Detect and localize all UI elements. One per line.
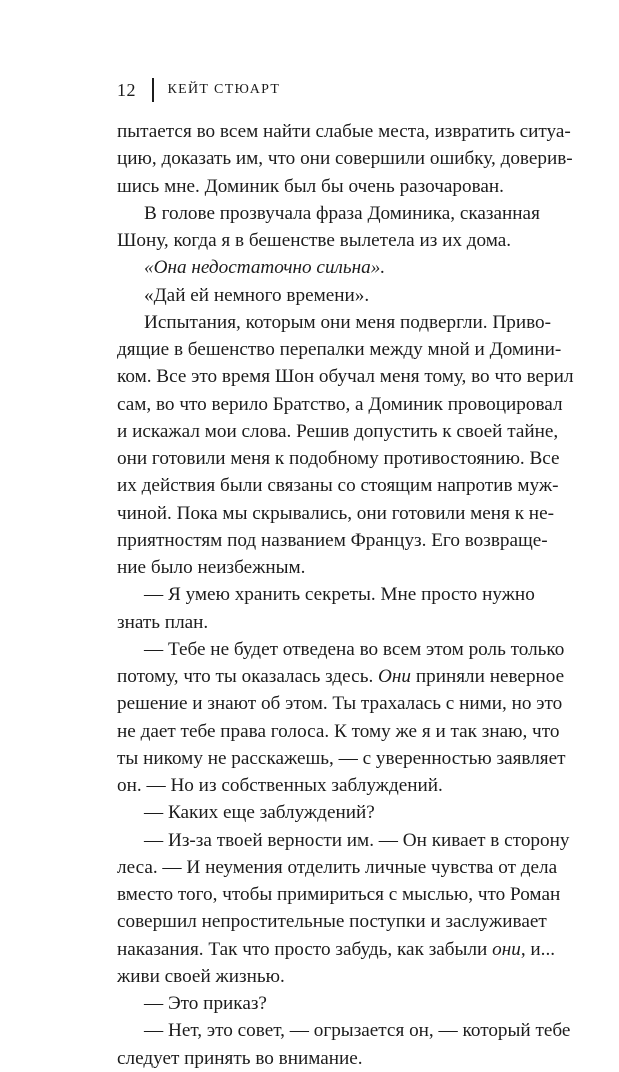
text-line: — Нет, это совет, — огрызается он, — который тебе bbox=[144, 1020, 571, 1042]
text-line: — Я умею хранить секреты. Мне просто нужно bbox=[144, 584, 535, 606]
running-head-author: КЕЙТ СТЮАРТ bbox=[167, 82, 281, 97]
text-line: приятностям под названием Француз. Его возвраще- bbox=[117, 529, 548, 551]
body-text bbox=[117, 118, 574, 1072]
text-line: сам, во что верило Братство, а Доминик провоцировал bbox=[117, 393, 563, 415]
text-line: вместо того, чтобы примириться с мыслью, что Роман bbox=[117, 884, 561, 905]
text-line bbox=[117, 663, 565, 690]
text-line: решение и знают об этом. Ты трахалась с ними, но это bbox=[117, 693, 563, 715]
text-line: Шону, когда я в бешенстве вылетела из их дома. bbox=[117, 230, 512, 251]
text-segment: потому, что ты оказалась здесь. bbox=[117, 666, 379, 687]
text-line: — Тебе не будет отведена во всем этом роль только bbox=[144, 638, 565, 660]
text-segment: наказания. Так что просто забудь, как забыли bbox=[117, 938, 493, 960]
text-line: пытается во всем найти слабые места, извратить ситуа- bbox=[117, 121, 571, 142]
text-line: — Из-за твоей верности им. — Он кивает в сторону bbox=[144, 829, 570, 851]
text-line: чиной. Пока мы скрывались, они готовили меня к не- bbox=[117, 502, 554, 524]
italic-emphasis: Они bbox=[378, 666, 412, 687]
text-line: «Она недостаточно сильна». bbox=[144, 257, 386, 279]
text-line: они готовили меня к подобному противостоянию. Все bbox=[117, 448, 560, 469]
text-segment: приняли неверное bbox=[411, 666, 565, 687]
text-line: ние было неизбежным. bbox=[117, 557, 306, 578]
text-line: он. — Но из собственных заблуждений. bbox=[117, 775, 443, 796]
text-line: живи своей жизнью. bbox=[117, 965, 285, 987]
page-header bbox=[117, 75, 280, 105]
text-line: — Это приказ? bbox=[144, 993, 267, 1014]
page-number: 12 bbox=[117, 79, 136, 100]
text-segment: , и... bbox=[520, 938, 556, 960]
text-line: леса. — И неумения отделить личные чувства от дела bbox=[117, 856, 558, 878]
text-line: ты никому не расскажешь, — с уверенностью заявляет bbox=[117, 747, 566, 769]
text-line: дящие в бешенство перепалки между мной и Домини- bbox=[117, 339, 562, 360]
text-line: цию, доказать им, что они совершили ошибку, доверив- bbox=[117, 148, 573, 170]
text-line: знать план. bbox=[117, 611, 209, 633]
text-line: — Каких еще заблуждений? bbox=[144, 802, 375, 824]
text-line: шись мне. Доминик был бы очень разочарован. bbox=[117, 175, 504, 197]
text-line: ком. Все это время Шон обучал меня тому, во что верил bbox=[117, 366, 574, 388]
text-line: «Дай ей немного времени». bbox=[144, 284, 370, 306]
text-line: не дает тебе права голоса. К тому же я и так знаю, что bbox=[117, 720, 560, 742]
header-divider bbox=[152, 78, 154, 102]
italic-emphasis: они bbox=[492, 938, 521, 960]
text-line: В голове прозвучала фраза Доминика, сказанная bbox=[144, 202, 540, 224]
text-line: совершил непростительные поступки и заслуживает bbox=[117, 911, 547, 933]
text-line: их действия были связаны со стоящим напротив муж- bbox=[117, 475, 559, 497]
text-line bbox=[117, 936, 556, 963]
text-line: Испытания, которым они меня подвергли. Приво- bbox=[144, 311, 552, 333]
text-line: и искажал мои слова. Решив допустить к своей тайне, bbox=[117, 420, 559, 442]
text-line: следует принять во внимание. bbox=[117, 1047, 363, 1069]
